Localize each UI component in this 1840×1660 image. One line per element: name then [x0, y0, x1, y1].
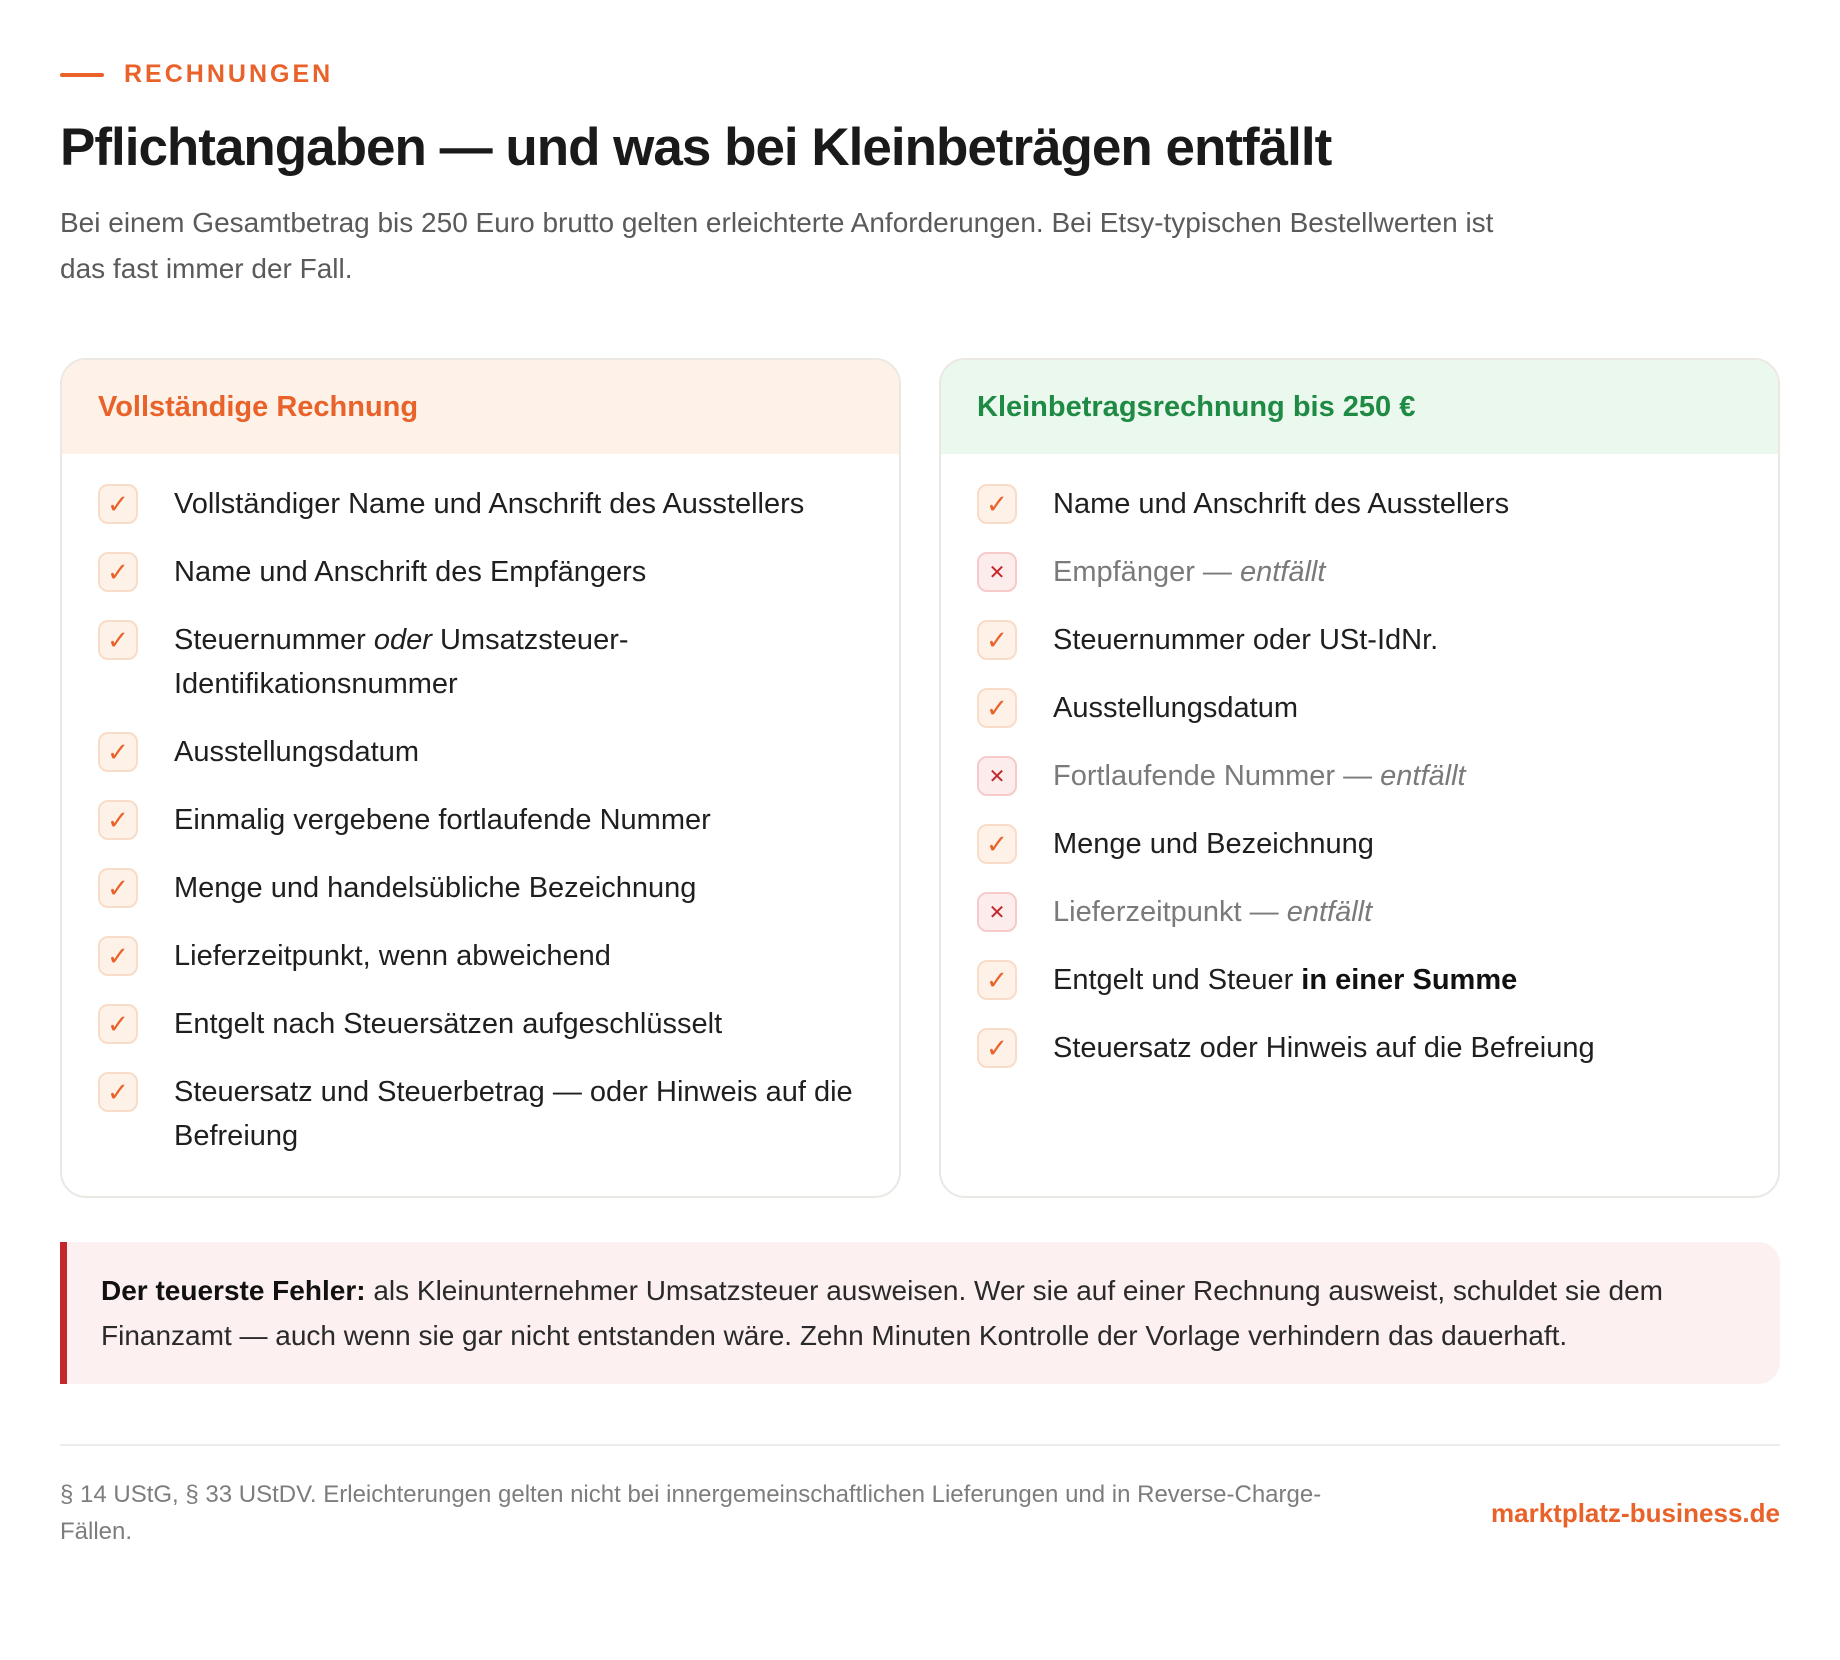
eyebrow-line — [60, 73, 104, 77]
item-text-emphasis: oder — [373, 624, 432, 656]
item-text-main: Empfänger — — [1053, 556, 1240, 588]
small-invoice-card-header — [941, 360, 1778, 454]
list-item — [98, 550, 863, 594]
item-text: Entgelt nach Steuersätzen aufgeschlüsselt — [174, 1008, 723, 1040]
list-item — [977, 482, 1742, 526]
full-invoice-list — [62, 454, 899, 1158]
item-text-main: Lieferzeitpunkt — — [1053, 896, 1287, 928]
list-item — [98, 1070, 863, 1158]
comparison-cards — [60, 358, 1780, 1198]
item-text: Ausstellungsdatum — [174, 736, 420, 768]
check-icon: ✓ — [977, 1028, 1017, 1068]
list-item — [98, 866, 863, 910]
list-item — [977, 618, 1742, 662]
check-icon: ✓ — [98, 1072, 138, 1112]
item-text-bold: in einer Summe — [1301, 964, 1518, 996]
footer — [60, 1476, 1780, 1550]
check-icon: ✓ — [98, 484, 138, 524]
list-item — [977, 754, 1742, 798]
item-text — [1053, 550, 1325, 594]
small-invoice-card — [939, 358, 1780, 1198]
list-item — [98, 618, 863, 706]
callout-text — [101, 1268, 1746, 1358]
list-item — [977, 822, 1742, 866]
full-invoice-card-header — [62, 360, 899, 454]
item-text-emphasis: entfällt — [1239, 556, 1326, 588]
list-item — [98, 730, 863, 774]
item-text: Einmalig vergebene fortlaufende Nummer — [174, 804, 711, 836]
full-invoice-card — [60, 358, 901, 1198]
check-icon: ✓ — [98, 936, 138, 976]
callout-bold: Der teuerste Fehler: — [101, 1275, 366, 1306]
list-item — [98, 482, 863, 526]
full-invoice-card-title: Vollständige Rechnung — [98, 390, 419, 423]
item-text: Steuersatz oder Hinweis auf die Befreiung — [1053, 1032, 1595, 1064]
check-icon: ✓ — [98, 552, 138, 592]
list-item — [977, 890, 1742, 934]
cross-icon: ✕ — [977, 756, 1017, 796]
list-item — [98, 1002, 863, 1046]
check-icon: ✓ — [977, 824, 1017, 864]
cross-icon: ✕ — [977, 892, 1017, 932]
item-text: Name und Anschrift des Empfängers — [174, 556, 647, 588]
item-text — [174, 618, 863, 706]
check-icon: ✓ — [98, 620, 138, 660]
item-text-emphasis: entfällt — [1380, 760, 1466, 792]
check-icon: ✓ — [977, 688, 1017, 728]
item-text: Ausstellungsdatum — [1053, 692, 1299, 724]
check-icon: ✓ — [977, 960, 1017, 1000]
divider — [60, 1444, 1780, 1446]
check-icon: ✓ — [977, 484, 1017, 524]
item-text: Steuernummer oder USt-IdNr. — [1053, 624, 1439, 656]
check-icon: ✓ — [977, 620, 1017, 660]
list-item — [977, 686, 1742, 730]
list-item — [977, 550, 1742, 594]
item-text — [1053, 890, 1372, 934]
footnote: § 14 UStG, § 33 UStDV. Erleichterungen gelten nicht bei innergemeinschaftlichen Lieferungen und in Reverse-Charge-Fällen. — [60, 1481, 1322, 1545]
warning-callout — [60, 1242, 1780, 1384]
small-invoice-list — [941, 454, 1778, 1070]
small-invoice-card-title: Kleinbetragsrechnung bis 250 € — [977, 390, 1416, 423]
item-text: Name und Anschrift des Ausstellers — [1053, 488, 1510, 520]
check-icon: ✓ — [98, 868, 138, 908]
item-text: Vollständiger Name und Anschrift des Ausstellers — [174, 488, 805, 520]
item-text-main: Fortlaufende Nummer — — [1053, 760, 1381, 792]
brand-link[interactable]: marktplatz-business.de — [1491, 1497, 1780, 1528]
item-text-main: Entgelt und Steuer — [1053, 964, 1302, 996]
eyebrow-label: RECHNUNGEN — [124, 60, 334, 88]
page-subtitle: Bei einem Gesamtbetrag bis 250 Euro brutto gelten erleichterte Anforderungen. Bei Etsy-typischen Bestellwerten ist das fast immer der Fall. — [60, 207, 1494, 284]
item-text — [1053, 958, 1517, 1002]
list-item — [977, 958, 1742, 1002]
check-icon: ✓ — [98, 732, 138, 772]
callout-body: als Kleinunternehmer Umsatzsteuer ausweisen. Wer sie auf einer Rechnung ausweist, schuldet sie dem Finanzamt — auch wenn sie gar nicht entstanden wäre. Zehn Minuten Kontrolle der Vorlage verhindern das dauerhaft. — [101, 1275, 1664, 1351]
page-title: Pflichtangaben — und was bei Kleinbeträgen entfällt — [60, 118, 1332, 177]
list-item — [98, 934, 863, 978]
list-item — [98, 798, 863, 842]
check-icon: ✓ — [98, 1004, 138, 1044]
eyebrow — [60, 60, 1780, 89]
item-text-emphasis: entfällt — [1286, 896, 1373, 928]
item-text: Steuersatz und Steuerbetrag — oder Hinweis auf die Befreiung — [174, 1076, 853, 1152]
check-icon: ✓ — [98, 800, 138, 840]
item-text-post: Umsatzsteuer-Identifikationsnummer — [174, 624, 629, 700]
item-text: Menge und Bezeichnung — [1053, 828, 1374, 860]
cross-icon: ✕ — [977, 552, 1017, 592]
item-text: Lieferzeitpunkt, wenn abweichend — [174, 940, 611, 972]
item-text: Menge und handelsübliche Bezeichnung — [174, 872, 697, 904]
list-item — [977, 1026, 1742, 1070]
item-text-pre: Steuernummer — [174, 624, 374, 656]
item-text — [1053, 754, 1466, 798]
